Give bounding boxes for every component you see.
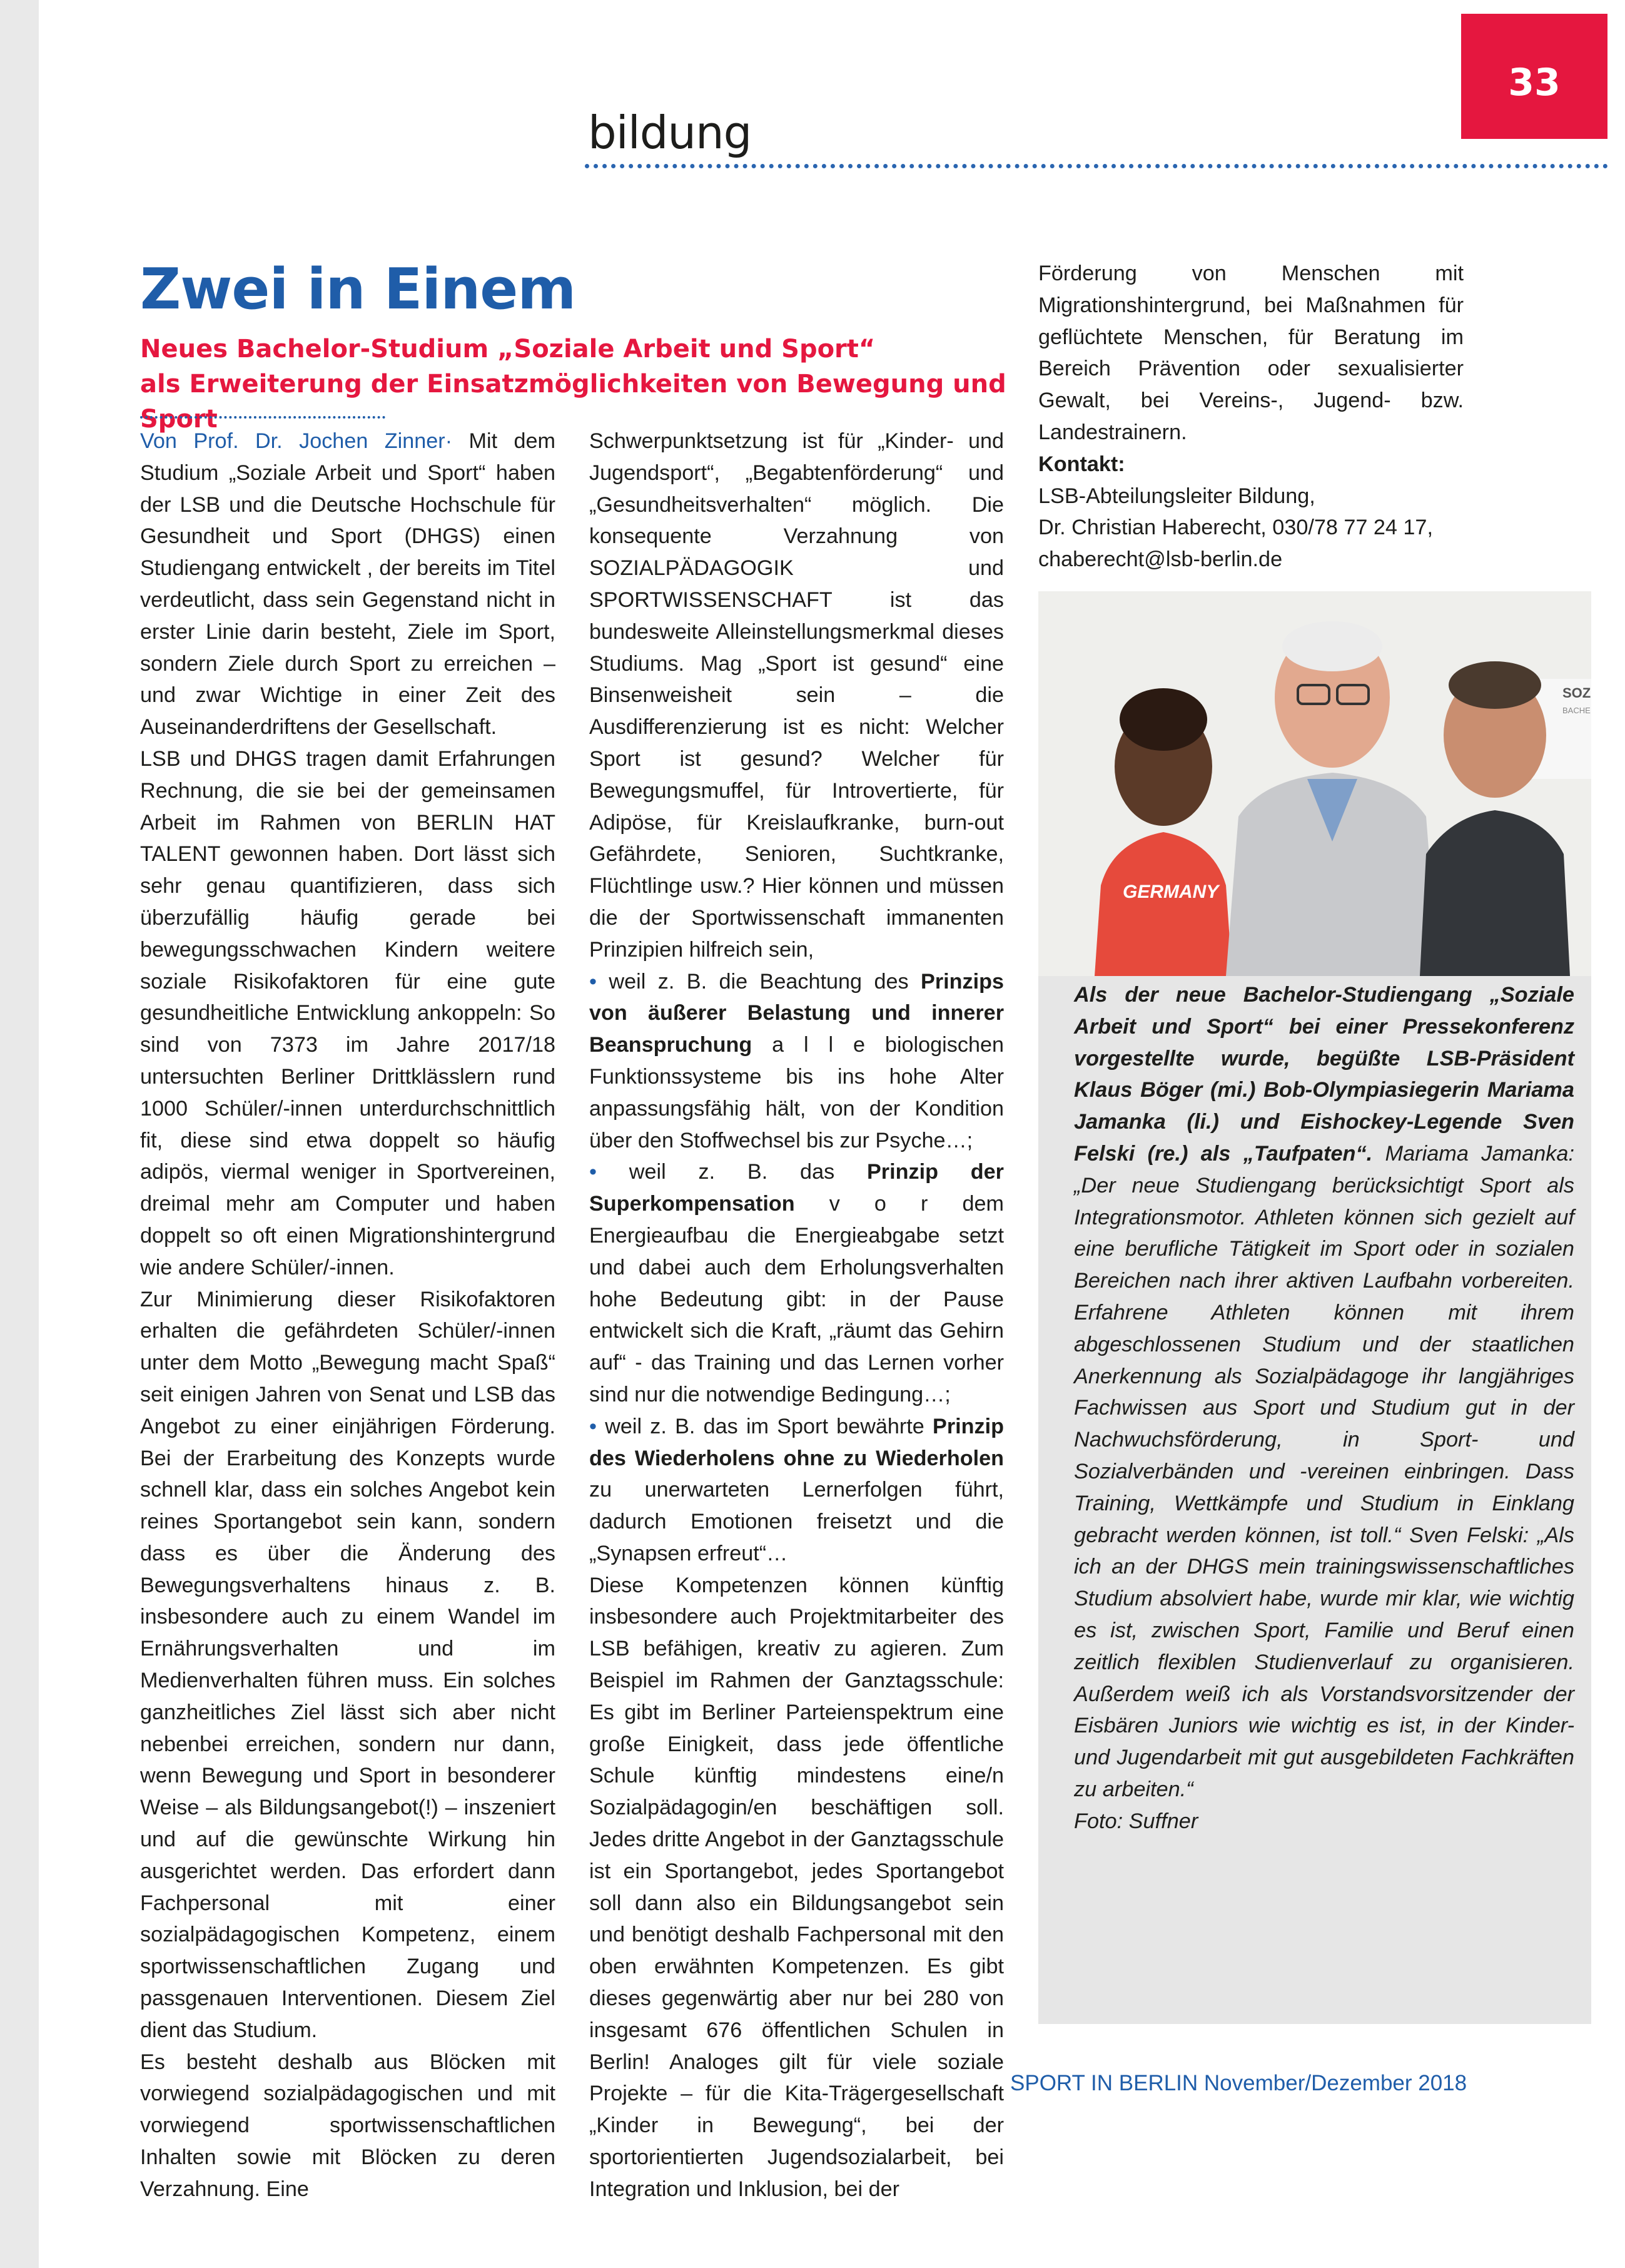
photo-caption [1074,979,1574,1838]
photo-credit: Foto: Suffner [1074,1809,1198,1833]
byline: Von Prof. Dr. Jochen Zinner [140,429,445,453]
bullet-icon: • [589,1160,597,1184]
paragraph: Schwerpunktsetzung ist für „Kinder- und Jugendsport“, „Begabtenförderung“ und „Gesundheitsverhalten“ möglich. Die konsequente Verzahnung von SOZIALPÄDAGOGIK und SPORTWISSENSCHAFT ist das bundesweite Alleinstellungsmerkmal dieses Studiums. Mag „Sport ist gesund“ eine Binsenweisheit sein – die Ausdifferenzierung ist es nicht: Welcher Sport ist gesund? Welcher für Bewegungsmuffel, für Introvertierte, für Adipöse, für Kreislaufkranke, burn-out Gefährdete, Senioren, Suchtkranke, Flüchtlinge usw.? Hier können und müssen die der Sportwissenschaft immanenten Prinzipien hilfreich sein, [589,429,1004,962]
press-photo [1038,591,1591,976]
caption-text [1074,979,1574,1806]
contact-line: LSB-Abteilungsleiter Bildung, [1038,484,1315,508]
press-photo-illustration [1038,591,1591,976]
shirt-text: GERMANY [1123,882,1219,902]
byline-separator: · [445,429,453,453]
principle-term: Prinzips von äußerer Belastung und innerer Beanspruchung [589,969,1004,1057]
page-gutter [0,0,39,2268]
principle-term: Prinzip des Wiederholens ohne zu Wiederholen [589,1414,1004,1470]
article-subtitle [140,332,1028,437]
caption-lead: Als der neue Bachelor-Studiengang „Soziale Arbeit und Sport“ bei einer Pressekonferenz vorgestellte wurde, begüßte LSB-Präsident Klaus Böger (mi.) Bob-Olympiasiegerin Mariama Jamanka (li.) und Eishockey-Legende Sven Felski (re.) als „Taufpaten“. [1074,983,1574,1166]
contact-email: chaberecht@lsb-berlin.de [1038,547,1283,572]
contact-label: Kontakt: [1038,452,1125,476]
paragraph [140,425,555,743]
banner-subtext: BACHE [1562,706,1591,715]
article-column-2 [589,425,1004,2205]
paragraph: LSB und DHGS tragen damit Erfahrungen Rechnung, die sie bei der gemeinsamen Arbeit im Rahmen von BERLIN HAT TALENT gewonnen haben. Dort lässt sich sehr genau quantifizieren, dass sich überzufällig häufig gerade bei bewegungsschwachen Kindern weitere soziale Risikofaktoren für eine gute gesundheitliche Entwicklung ankoppeln: So sind von 7373 im Jahre 2017/18 untersuchten Berliner Drittklässlern rund 1000 Schüler/-innen unterdurchschnittlich fit, diese sind etwa doppelt so häufig adipös, viermal weniger in Sportvereinen, dreimal mehr am Computer und haben doppelt so oft einen Migrationshintergrund wie andere Schüler/-innen. [140,746,555,1279]
paragraph: Es besteht deshalb aus Blöcken mit vorwiegend sozialpädagogischen und mit vorwiegend sportwissenschaftlichen Inhalten sowie mit Blöcken zu deren Verzahnung. Eine [140,2050,555,2201]
bullet-item: • weil z. B. die Beachtung des Prinzips von äußerer Belastung und innerer Beanspruchung a l l e biologischen Funktionssysteme bis ins hohe Alter anpassungsfähig hält, von der Kondition über den Stoffwechsel bis zur Psyche…; [589,969,1004,1152]
banner-text: SOZ [1562,685,1591,701]
caption-body: Mariama Jamanka: „Der neue Studiengang berücksichtigt Sport als Integrationsmotor. Athleten können sich gezielt auf eine berufliche Tätigkeit im Sport oder in sozialen Bereichen nach ihrer aktiven Laufbahn vorbereiten. Erfahrene Athleten können mit ihrem abgeschlossenen Studium und der staatlichen Anerkennung als Sozialpädagoge ihr langjähriges Fachwissen aus Sport und Studium gut in der Nachwuchsförderung, in Sport- und Sozialverbänden und -vereinen einbringen. Dass Training, Wettkämpfe und Studium in Einklang gebracht werden können, ist toll.“ Sven Felski: „Als ich an der DHGS mein trainingswissenschaftliches Studium absolviert habe, wurde mir klar, wie wichtig es ist, zwischen Sport, Familie und Beruf einen zeitlich flexiblen Studienverlauf zu organisieren. Außerdem weiß ich als Vorstandsvorsitzender der Eisbären Juniors wie wichtig es ist, in der Kinder- und Jugendarbeit mit gut ausgebildeten Fachkräften zu arbeiten.“ [1074,1141,1574,1801]
principle-term: Prinzip der Superkompensation [589,1160,1004,1216]
subtitle-line-1: Neues Bachelor-Studium „Soziale Arbeit und Sport“ [140,335,876,364]
bullet-icon: • [589,1414,597,1438]
page-footer: SPORT IN BERLIN November/Dezember 2018 [1010,2071,1467,2095]
byline-divider [140,416,385,419]
section-label: bildung [588,106,752,159]
paragraph-text: Mit dem Studium „Soziale Arbeit und Sport“ haben der LSB und die Deutsche Hochschule für Gesundheit und Sport (DHGS) einen Studiengang entwickelt , der bereits im Titel verdeutlicht, dass sein Gegenstand nicht in erster Linie darin besteht, Ziele im Sport, sondern Ziele durch Sport zu erreichen – und zwar Wichtige in einer Zeit des Auseinanderdriftens der Gesellschaft. [140,429,556,740]
page-number: 33 [1508,61,1561,104]
subtitle-line-2: als Erweiterung der Einsatzmöglichkeiten von Bewegung und Sport [140,370,1006,434]
bullet-item: • weil z. B. das Prinzip der Superkompensation v o r dem Energieaufbau die Energieabgabe setzt und dabei auch dem Erholungsverhalten hohe Bedeutung gibt: in der Pause entwickelt sich die Kraft, „räumt das Gehirn auf“ - das Training und das Lernen vorher sind nur die notwendige Bedingung…; [589,1160,1004,1406]
page-number-box [1461,14,1607,139]
paragraph: Diese Kompetenzen können künftig insbesondere auch Projektmitarbeiter des LSB befähigen, kreativ zu agieren. Zum Beispiel im Rahmen der Ganztagsschule: Es gibt im Berliner Parteienspektrum eine große Einigkeit, dass jede öffentliche Schule künftig mindestens eine/n Sozialpädagogin/en beschäftigen soll. Jedes dritte Angebot in der Ganztagsschule ist ein Sportangebot, jedes Sportangebot soll dann also ein Bildungsangebot sein und benötigt deshalb Fachpersonal mit den oben erwähnten Kompetenzen. Es gibt dieses gegenwärtig aber nur bei 280 von insgesamt 676 öffentlichen Schulen in Berlin! Analoges gilt für viele soziale Projekte – für die Kita-Trägergesellschaft „Kinder in Bewegung“, bei der sportorientierten Jugendsozialarbeit, bei Integration und Inklusion, bei der [589,1573,1004,2201]
paragraph: Zur Minimierung dieser Risikofaktoren erhalten die gefährdeten Schüler/-innen unter dem Motto „Bewegung macht Spaß“ seit einigen Jahren von Senat und LSB das Angebot zu einer einjährigen Förderung. Bei der Erarbeitung des Konzepts wurde schnell klar, dass ein solches Angebot kein reines Sportangebot sein kann, sondern dass es über die Änderung des Bewegungsverhaltens hinaus z. B. insbesondere auch zu einem Wandel im Ernährungsverhalten und im Medienverhalten führen muss. Ein solches ganzheitliches Ziel lässt sich aber nicht nebenbei erreichen, sondern nur dann, wenn Bewegung und Sport in besonderer Weise – als Bildungsangebot(!) – inszeniert und auf die gewünschte Wirkung hin ausgerichtet werden. Das erfordert dann Fachpersonal mit einer sozialpädagogischen Kompetenz, einem sportwissenschaftlichen Zugang und passgenauen Interventionen. Diesem Ziel dient das Studium. [140,1287,555,2042]
bullet-icon: • [589,969,597,994]
article-column-3 [1038,258,1464,576]
paragraph: Förderung von Menschen mit Migrationshintergrund, bei Maßnahmen für geflüchtete Menschen, für Beratung im Bereich Prävention oder sexualisierter Gewalt, bei Vereins-, Jugend- bzw. Landestrainern. [1038,262,1464,444]
section-divider [585,164,1608,168]
contact-line: Dr. Christian Haberecht, 030/78 77 24 17, [1038,516,1433,540]
bullet-item: • weil z. B. das im Sport bewährte Prinzip des Wiederholens ohne zu Wiederholen zu unerwarteten Lernerfolgen führt, dadurch Emotionen freisetzt und die „Synapsen erfreut“… [589,1414,1004,1565]
article-title: Zwei in Einem [140,257,576,322]
article-column-1 [140,425,555,2205]
